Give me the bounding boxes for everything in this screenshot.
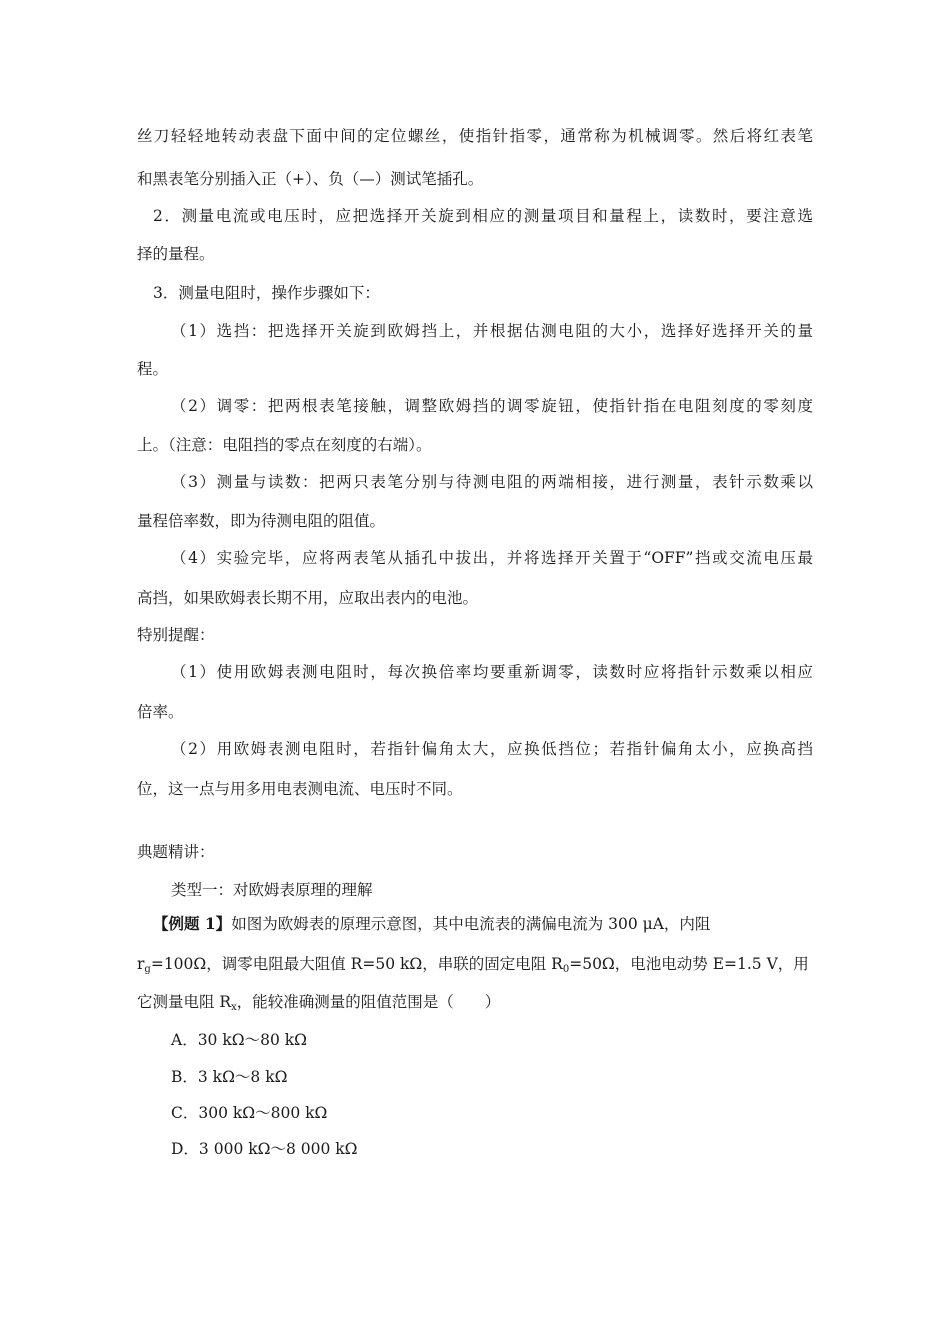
paragraph-line: 择的量程。	[137, 245, 215, 263]
option-b: B．3 kΩ～8 kΩ	[171, 1068, 288, 1086]
example-text: 它测量电阻 R	[137, 993, 232, 1011]
paragraph-line: 丝刀轻轻地转动表盘下面中间的定位螺丝，使指针指零，通常称为机械调零。然后将红表笔	[137, 127, 813, 145]
step-line: 程。	[137, 360, 169, 378]
example-line	[137, 992, 500, 1012]
section-label: 特别提醒：	[137, 626, 215, 644]
subscript-x: x	[231, 1002, 237, 1013]
option-d: D．3 000 kΩ～8 000 kΩ	[171, 1140, 358, 1158]
section-heading: 典题精讲：	[137, 843, 215, 861]
subscript-g: g	[144, 964, 151, 975]
tip-line: （1）使用欧姆表测电阻时，每次换倍率均要重新调零，读数时应将指针示数乘以相应	[171, 663, 813, 681]
option-a: A．30 kΩ～80 kΩ	[171, 1031, 307, 1049]
step-line: （4）实验完毕，应将两表笔从插孔中拔出，并将选择开关置于“OFF”挡或交流电压最	[171, 549, 813, 567]
step-line: 高挡，如果欧姆表长期不用，应取出表内的电池。	[137, 589, 479, 607]
tip-line: 位，这一点与用多用电表测电流、电压时不同。	[137, 780, 463, 798]
example-line	[153, 914, 710, 934]
paragraph-line: 和黑表笔分别插入正（+）、负（—）测试笔插孔。	[137, 170, 484, 188]
paragraph-line: 3．测量电阻时，操作步骤如下：	[153, 284, 380, 302]
step-line: 量程倍率数，即为待测电阻的阻值。	[137, 512, 386, 530]
tip-line: 倍率。	[137, 703, 184, 721]
example-tag: 【例题 1】	[153, 914, 232, 933]
step-line: 上。（注意：电阻挡的零点在刻度的右端）。	[137, 436, 432, 454]
example-text: 如图为欧姆表的原理示意图，其中电流表的满偏电流为 300 μA，内阻	[231, 915, 711, 933]
tip-line: （2）用欧姆表测电阻时，若指针偏角太大，应换低挡位；若指针偏角太小，应换高挡	[171, 740, 813, 758]
step-line: （1）选挡：把选择开关旋到欧姆挡上，并根据估测电阻的大小，选择好选择开关的量	[171, 322, 813, 340]
subsection-heading: 类型一：对欧姆表原理的理解	[171, 881, 373, 899]
step-line: （2）调零：把两根表笔接触，调整欧姆挡的调零旋钮，使指针指在电阻刻度的零刻度	[171, 397, 813, 415]
subscript-0: 0	[562, 964, 570, 975]
example-text: ，能较准确测量的阻值范围是（ ）	[236, 993, 501, 1011]
paragraph-line: 2．测量电流或电压时，应把选择开关旋到相应的测量项目和量程上，读数时，要注意选	[153, 207, 813, 225]
example-text: =50Ω，电池电动势 E=1.5 V，用	[569, 955, 809, 973]
symbol-r: r	[137, 955, 145, 973]
step-line: （3）测量与读数：把两只表笔分别与待测电阻的两端相接，进行测量，表针示数乘以	[171, 473, 813, 491]
option-c: C．300 kΩ～800 kΩ	[171, 1104, 328, 1122]
example-line	[137, 954, 809, 974]
example-text: =100Ω，调零电阻最大阻值 R=50 kΩ，串联的固定电阻 R	[150, 955, 563, 973]
